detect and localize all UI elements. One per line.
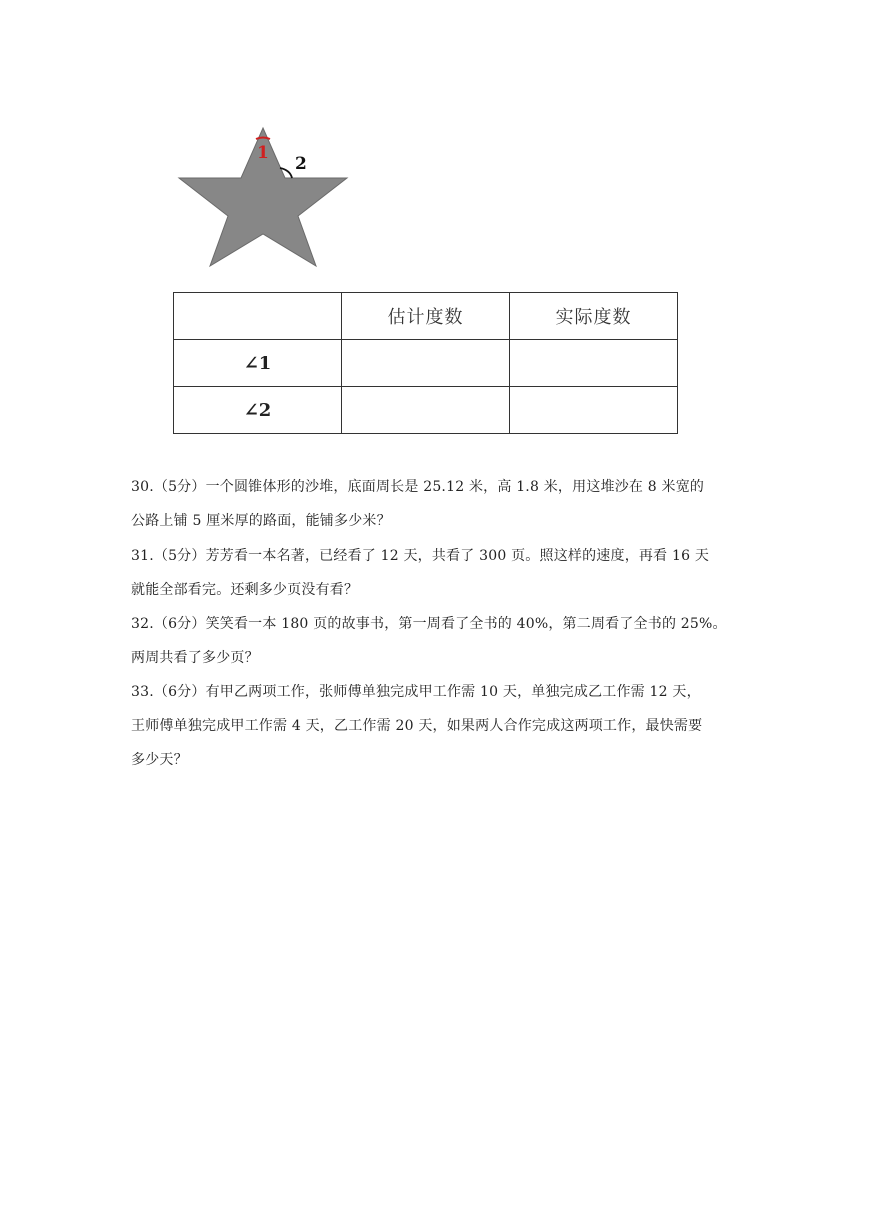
actual-cell[interactable] (510, 387, 678, 434)
table-row (174, 340, 678, 387)
question-33 (131, 675, 743, 777)
question-line: 30.（5分）一个圆锥体形的沙堆，底面周长是 25.12 米，高 1.8 米，用这堆沙在 8 米宽的 (131, 479, 705, 495)
question-line: 多少天？ (131, 752, 188, 768)
estimate-cell[interactable] (342, 387, 510, 434)
table-header-cell: 实际度数 (510, 293, 678, 340)
table-header-cell: 估计度数 (342, 293, 510, 340)
question-line: 31.（5分）芳芳看一本名著，已经看了 12 天，共看了 300 页。照这样的速度，再看 16 天 (131, 548, 710, 564)
question-line: 王师傅单独完成甲工作需 4 天，乙工作需 20 天，如果两人合作完成这两项工作，最快需要 (131, 718, 703, 734)
question-31 (131, 539, 743, 607)
angle-measure-table (173, 292, 678, 434)
question-line: 就能全部看完。还剩多少页没有看？ (131, 582, 359, 598)
table-header-cell (174, 293, 342, 340)
question-line: 两周共看了多少页？ (131, 650, 259, 666)
actual-cell[interactable] (510, 340, 678, 387)
angle-2-label: 2 (295, 154, 307, 174)
question-line: 32.（6分）笑笑看一本 180 页的故事书，第一周看了全书的 40%，第二周看了全书的 25%。 (131, 616, 727, 632)
question-line: 公路上铺 5 厘米厚的路面，能铺多少米？ (131, 513, 391, 529)
angle-label-cell: ∠1 (174, 340, 342, 387)
angle-1-label: 1 (257, 143, 269, 163)
table-row (174, 387, 678, 434)
question-32 (131, 607, 743, 675)
question-line: 33.（6分）有甲乙两项工作，张师傅单独完成甲工作需 10 天，单独完成乙工作需 12 天， (131, 684, 701, 700)
angle-label-cell: ∠2 (174, 387, 342, 434)
table-header-row (174, 293, 678, 340)
question-30 (131, 470, 743, 538)
star-figure (176, 124, 352, 270)
estimate-cell[interactable] (342, 340, 510, 387)
